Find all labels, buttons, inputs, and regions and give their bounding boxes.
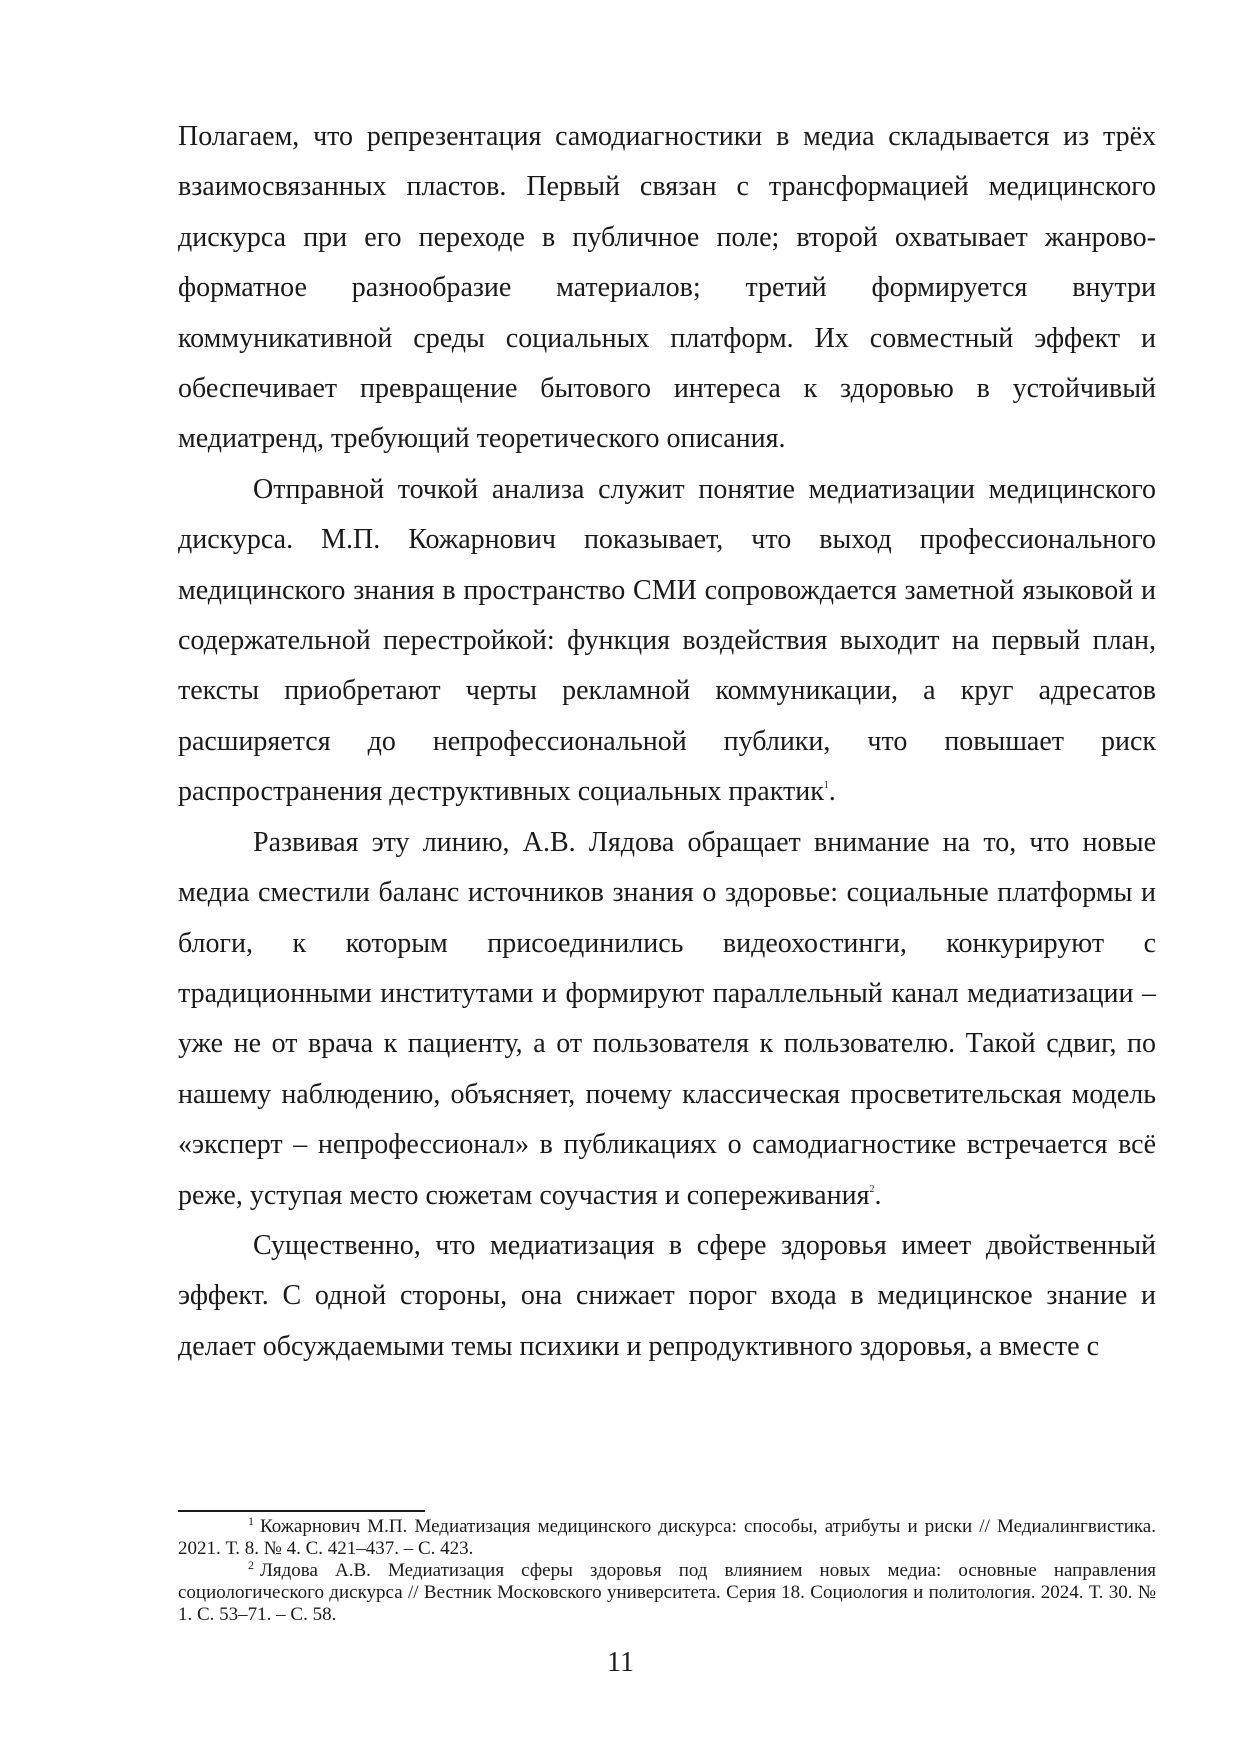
footnote-separator	[178, 1510, 425, 1512]
footnote-reference[interactable]: 1	[823, 780, 829, 792]
paragraph-text: Отправной точкой анализа служит понятие медиатизации медицинского дискурса. М.П. Кожарнович показывает, что выход профессионального медицинского знания в пространство СМИ сопровождается заметной языковой и содержательной перестройкой: функция воздействия выходит на первый план, тексты приобретают черты рекламной коммуникации, а круг адресатов расширяется до непрофессиональной публики, что повышает риск распространения деструктивных социальных практик	[178, 473, 1156, 808]
footnote	[178, 1516, 1156, 1560]
page-number: 11	[607, 1647, 634, 1678]
footnotes	[178, 1516, 1156, 1626]
paragraph-text: Существенно, что медиатизация в сфере здоровья имеет двойственный эффект. С одной стороны, она снижает порог входа в медицинское знание и делает обсуждаемыми темы психики и репродуктивного здоровья, а вместе с	[178, 1229, 1156, 1362]
footnote-reference[interactable]: 2	[869, 1183, 875, 1195]
paragraph	[178, 1221, 1156, 1372]
paragraph-tail: .	[874, 1179, 882, 1211]
paragraph-text: Полагаем, что репрезентация самодиагностики в медиа складывается из трёх взаимосвязанных пластов. Первый связан с трансформацией медицинского дискурса при его переходе в публичное поле; второй охватывает жанрово-форматное разнообразие материалов; третий формируется внутри коммуникативной среды социальных платформ. Их совместный эффект и обеспечивает превращение бытового интереса к здоровью в устойчивый медиатренд, требующий теоретического описания.	[178, 121, 1156, 455]
body-text	[178, 112, 1156, 1372]
footnote-text: Лядова А.В. Медиатизация сферы здоровья под влиянием новых медиа: основные направления социологического дискурса // Вестник Московского университета. Серия 18. Социология и политология. 2024. Т. 30. № 1. С. 53–71. – С. 58.	[178, 1560, 1156, 1625]
paragraph	[178, 112, 1156, 465]
paragraph	[178, 818, 1156, 1221]
footnote	[178, 1560, 1156, 1626]
paragraph-tail: .	[828, 776, 836, 808]
footnote-number: 1	[248, 1514, 254, 1528]
paragraph-text: Развивая эту линию, А.В. Лядова обращает внимание на то, что новые медиа сместили баланс источников знания о здоровье: социальные платформы и блоги, к которым присоединились видеохостинги, конкурируют с традиционными институтами и формируют параллельный канал медиатизации – уже не от врача к пациенту, а от пользователя к пользователю. Такой сдвиг, по нашему наблюдению, объясняет, почему классическая просветительская модель «эксперт – непрофессионал» в публикациях о самодиагностике встречается всё реже, уступая место сюжетам соучастия и сопереживания	[178, 826, 1156, 1211]
footnote-number: 2	[248, 1558, 254, 1572]
paragraph	[178, 465, 1156, 818]
footnote-text: Кожарнович М.П. Медиатизация медицинского дискурса: способы, атрибуты и риски // Медиалингвистика. 2021. Т. 8. № 4. С. 421–437. – С. 423.	[178, 1516, 1156, 1559]
